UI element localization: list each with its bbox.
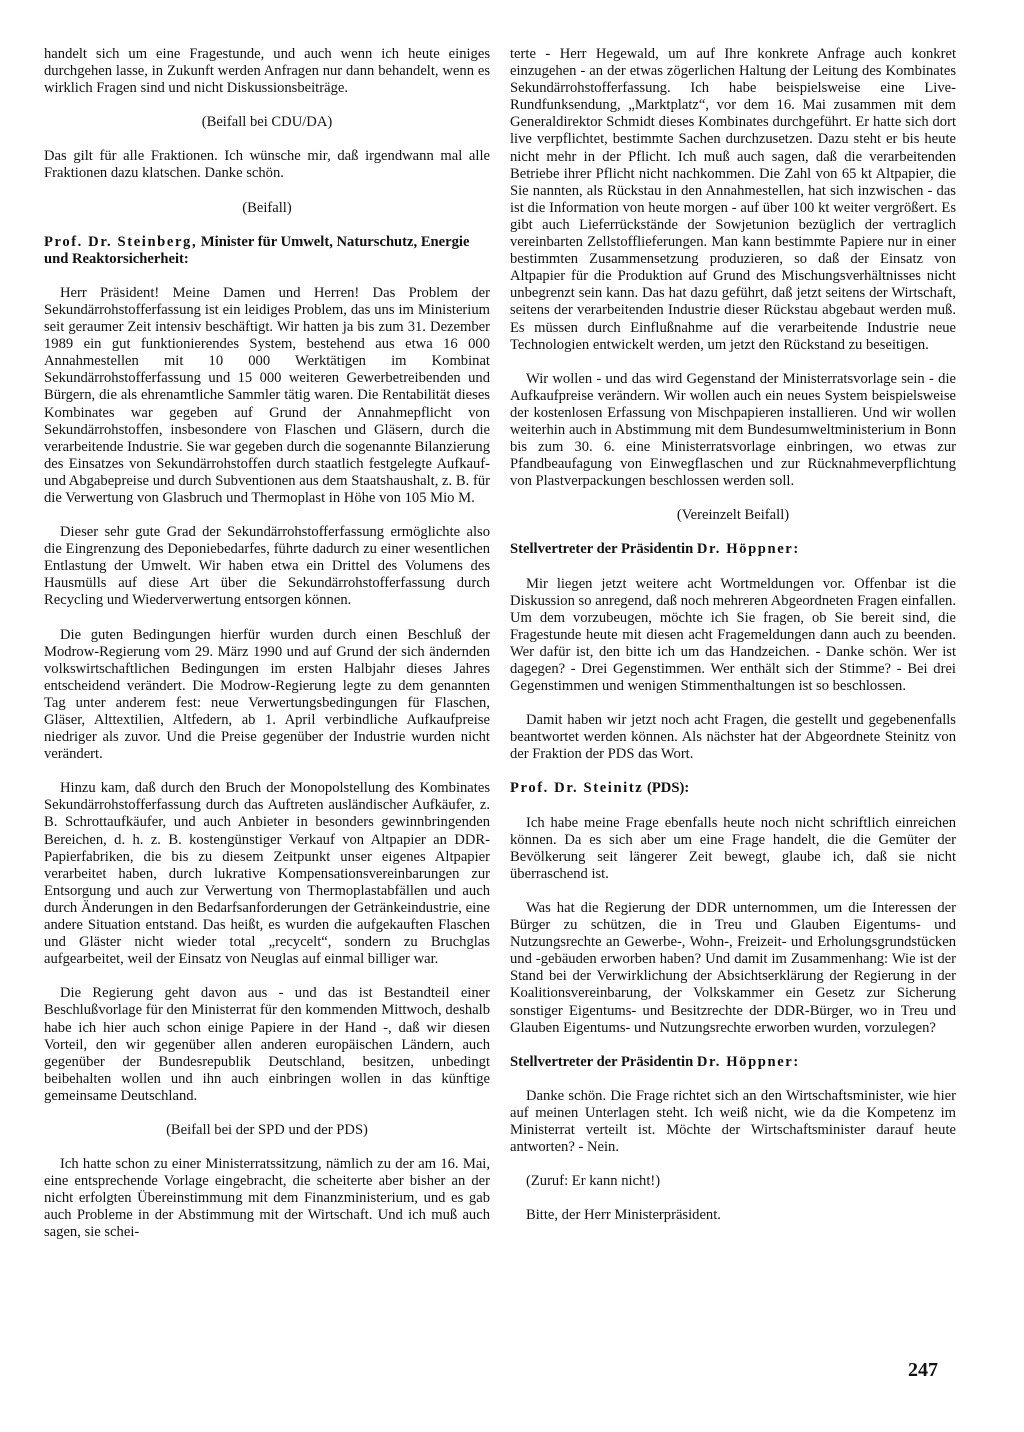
applause-note: (Beifall) [242, 199, 292, 216]
speaker-heading [510, 541, 956, 558]
paragraph: Was hat die Regierung der DDR unternommen, um die Interessen der Bürger zu schützen, die in Treu und Glauben Eigentums- und Nutzungsrechte an Gewerbe-, Wohn-, Freizeit- und Erholungsgrundstücken und -gebäuden erworben haben? Und damit im Zusammenhang: Wie ist der Stand bei der Verwirklichung der Absichtserklärung der Regierung in der Koalitionsvereinbarung, der Volkskammer ein Gesetz zur Sicherung sonstiger Eigentums- und Besitzrechte der DDR-Bürger, wo in Treu und Glauben Eigentums- und Nutzungsrechte erworben wurden, vorzulegen? [510, 899, 956, 1036]
paragraph: Danke schön. Die Frage richtet sich an den Wirtschaftsminister, wie hier auf meinen Unterlagen steht. Ich weiß nicht, wie da die Kompetenz im Ministerrat verteilt ist. Möchte der Wirtschaftsminister darauf heute antworten? - Nein. [510, 1087, 956, 1156]
speaker-heading [510, 1054, 956, 1071]
left-column [44, 46, 490, 1242]
paragraph: Dieser sehr gute Grad der Sekundärrohstofferfassung ermöglichte also die Eingrenzung des Deponiebedarfes, führte dadurch zu einer wesentlichen Entlastung der Umwelt. Wir haben etwa ein Drittel des Volumens des Hausmülls auf diese Art über die Sekundärrohstofferfassung durch Recycling und Wiederverwertung entsorgen können. [44, 524, 490, 609]
paragraph: Mir liegen jetzt weitere acht Wortmeldungen vor. Offenbar ist die Diskussion so anregend, daß noch mehreren Abgeordneten Fragen einfallen. Um dem vorzubeugen, möchte ich Sie fragen, ob Sie bereit sind, die Fragestunde heute mit diesen acht Fragemeldungen dann auch zu beenden. Wer dafür ist, den bitte ich um das Handzeichen. - Danke schön. Wer ist dagegen? - Drei Gegenstimmen. Wer enthält sich der Stimme? - Bei drei Gegenstimmen und wenigen Stimmenthaltungen ist so beschlossen. [510, 575, 956, 695]
paragraph: Ich habe meine Frage ebenfalls heute noch nicht schriftlich einreichen können. Da es sich aber um eine Frage handelt, die die Gemüter der Bevölkerung seit längerer Zeit bewegt, glaube ich, daß sie nicht überraschend ist. [510, 814, 956, 882]
speaker-role: Minister für Umwelt, Naturschutz, Energie und Reaktorsicherheit: [44, 233, 470, 267]
speaker-name: Dr. Höppner: [696, 541, 800, 558]
paragraph: Die Regierung geht davon aus - und das ist Bestandteil einer Beschlußvorlage für den Ministerrat für den kommenden Mittwoch, deshalb habe ich hier auch schon einige Papiere in der Hand -, daß wir diesen Vorteil, den wir gegenüber allen anderen europäischen Ländern, auch gegenüber der Bundesrepublik Deutschland, besitzen, unbedingt beibehalten wollen und ihn auch einbringen wollen in das künftige gemeinsame Deutschland. [44, 985, 490, 1104]
right-column [510, 46, 956, 1224]
interjection: (Zuruf: Er kann nicht!) [526, 1173, 661, 1190]
speaker-role: Stellvertreter der Präsidentin [510, 541, 694, 558]
paragraph: Das gilt für alle Fraktionen. Ich wünsche mir, daß irgendwann mal alle Fraktionen dazu klatschen. Danke schön. [44, 148, 490, 182]
paragraph: Bitte, der Herr Ministerpräsident. [526, 1207, 721, 1224]
paragraph: Ich hatte schon zu einer Ministerratssitzung, nämlich zu der am 16. Mai, eine entsprechende Vorlage eingebracht, die scheiterte aber bisher an der nicht erfolgten Übereinstimmung mit dem Finanzministerium, und es gab auch Probleme in der Abstimmung mit der Wirtschaft. Und ich muß auch sagen, sie schei- [44, 1156, 490, 1241]
speaker-name: Prof. Dr. Steinitz [510, 780, 644, 797]
speaker-heading [44, 234, 490, 268]
applause-note: (Beifall bei der SPD und der PDS) [166, 1121, 368, 1138]
paragraph: Wir wollen - und das wird Gegenstand der Ministerratsvorlage sein - die Aufkaufpreise verändern. Wir wollen auch ein neues System beispielsweise der kostenlosen Erfassung von Mischpapieren installieren. Und wir wollen weiterhin auch in Abstimmung mit dem Bundesumweltministerium in Bonn bis zum 30. 6. eine Ministerratsvorlage einbringen, wo etwas zur Pfandbeaufagung von Einwegflaschen und zur Rücknahmeverpflichtung von Plastverpackungen beschlossen werden soll. [510, 370, 956, 490]
paragraph: Die guten Bedingungen hierfür wurden durch einen Beschluß der Modrow-Regierung vom 29. März 1990 und auf Grund der sich ändernden volkswirtschaftlichen Bedingungen im ersten Halbjahr dieses Jahres entscheidend verändert. Die Modrow-Regierung legte zu dem genannten Tag unter anderem fest: neue Verwertungsbedingungen für Flaschen, Gläser, Alttextilien, Altfedern, ab 1. April verbindliche Aufkaufpreise niedriger als zuvor. Und die Preise gegenüber der Industrie wurden nicht verändert. [44, 626, 490, 763]
speaker-party: (PDS): [647, 780, 690, 797]
speaker-role: Stellvertreter der Präsidentin [510, 1053, 694, 1070]
paragraph: terte - Herr Hegewald, um auf Ihre konkrete Anfrage auch konkret einzugehen - an der etwas zögerlichen Haltung der Leitung des Kombinates Sekundärrohstofferfassung. Ich habe beispielsweise eine Live-Rundfunksendung, „Marktplatz“, vor dem 16. Mai zusammen mit dem Generaldirektor Schmidt dieses Kombinates durchgeführt. Er hatte sich dort live verpflichtet, bestimmte Sachen durchzusetzen. Dazu steht er bis heute nicht mehr in der Pflicht. Ich muß auch sagen, daß die verarbeitenden Betriebe ihrer Pflicht nicht nachkommen. Die Zahl von 65 kt Altpapier, die Sie nannten, als Rückstau in den Annahmestellen, hat sich inzwischen - das ist die Information von heute morgen - auf über 100 kt weiter vergrößert. Es gibt auch Lieferrückstände der Sowjetunion bezüglich der vertraglich vereinbarten Zellstofflieferungen. Man kann bestimmte Papiere nur in einer bestimmten Zusammensetzung produzieren, so daß der Einsatz von Altpapier für die Produktion auf Grund des Mischungsverhältnisses nicht unbegrenzt sein kann. Das hat dazu geführt, daß jetzt seitens der Wirtschaft, seitens der verarbeitenden Industrie dieser Rückstau abgebaut werden muß. Es müssen durch Einflußnahme auf die verarbeitende Industrie neue Technologien entwickelt werden, um jetzt den Rückstand zu beseitigen. [510, 46, 956, 353]
paragraph: Herr Präsident! Meine Damen und Herren! Das Problem der Sekundärrohstofferfassung ist ein leidiges Problem, das uns im Ministerium seit geraumer Zeit intensiv beschäftigt. Wir hatten ja bis zum 31. Dezember 1989 ein gut funktionierendes System, bestehend aus etwa 16 000 Annahmestellen mit 10 000 Werktätigen im Kombinat Sekundärrohstofferfassung und 15 000 weiteren Gewerbetreibenden und Bürgern, die als ehrenamtliche Sammler tätig waren. Die Rentabilität dieses Kombinates war gegeben auf Grund der Annahmepflicht von Sekundärrohstoffen, insbesondere von Flaschen und Gläsern, durch die verarbeitende Industrie. Sie war gegeben durch die sogenannte Bilanzierung des Einsatzes von Sekundärrohstoffen durch staatlich festgelegte Aufkauf- und Abgabepreise und durch Subventionen aus dem Staatshaushalt, z. B. für die Verwertung von Glasbruch und Thermoplast in Höhe von 105 Mio M. [44, 284, 490, 506]
paragraph: Damit haben wir jetzt noch acht Fragen, die gestellt und gegebenenfalls beantwortet werden können. Als nächster hat der Abgeordnete Steinitz von der Fraktion der PDS das Wort. [510, 712, 956, 763]
applause-note: (Beifall bei CDU/DA) [201, 114, 333, 131]
page-number: 247 [908, 1359, 938, 1381]
paragraph: handelt sich um eine Fragestunde, und auch wenn ich heute einiges durchgehen lasse, in Zukunft werden Anfragen nur dann behandelt, wenn es wirklich Fragen sind und nicht Diskussionsbeiträge. [44, 46, 490, 97]
applause-note: (Vereinzelt Beifall) [676, 507, 790, 524]
speaker-name: Dr. Höppner: [696, 1053, 800, 1070]
speaker-name: Prof. Dr. Steinberg, [44, 233, 198, 250]
speaker-heading [510, 780, 956, 797]
paragraph: Hinzu kam, daß durch den Bruch der Monopolstellung des Kombinates Sekundärrohstofferfassung durch das Auftreten ausländischer Aufkäufer, z. B. Schrottaufkäufer, und auch Anbieter in besonders gewinnbringenden Bereichen, d. h. z. B. kostengünstiger Verkauf von Altpapier an DDR-Papierfabriken, die bis zu diesem Zeitpunkt unser eigenes Altpapier verarbeitet haben, durch lukrative Kompensationsvereinbarungen zur Entsorgung und auch zur Verwertung von Thermoplastabfällen und auch durch Änderungen in den Bedarfsanforderungen der Getränkeindustrie, eine andere Situation entstand. Das heißt, es wurden die aufgekauften Flaschen und Gläster nicht wieder total „recycelt“, sondern zu Bruchglas aufgearbeitet, weil der Einsatz von Neuglas auf einmal billiger war. [44, 780, 490, 968]
